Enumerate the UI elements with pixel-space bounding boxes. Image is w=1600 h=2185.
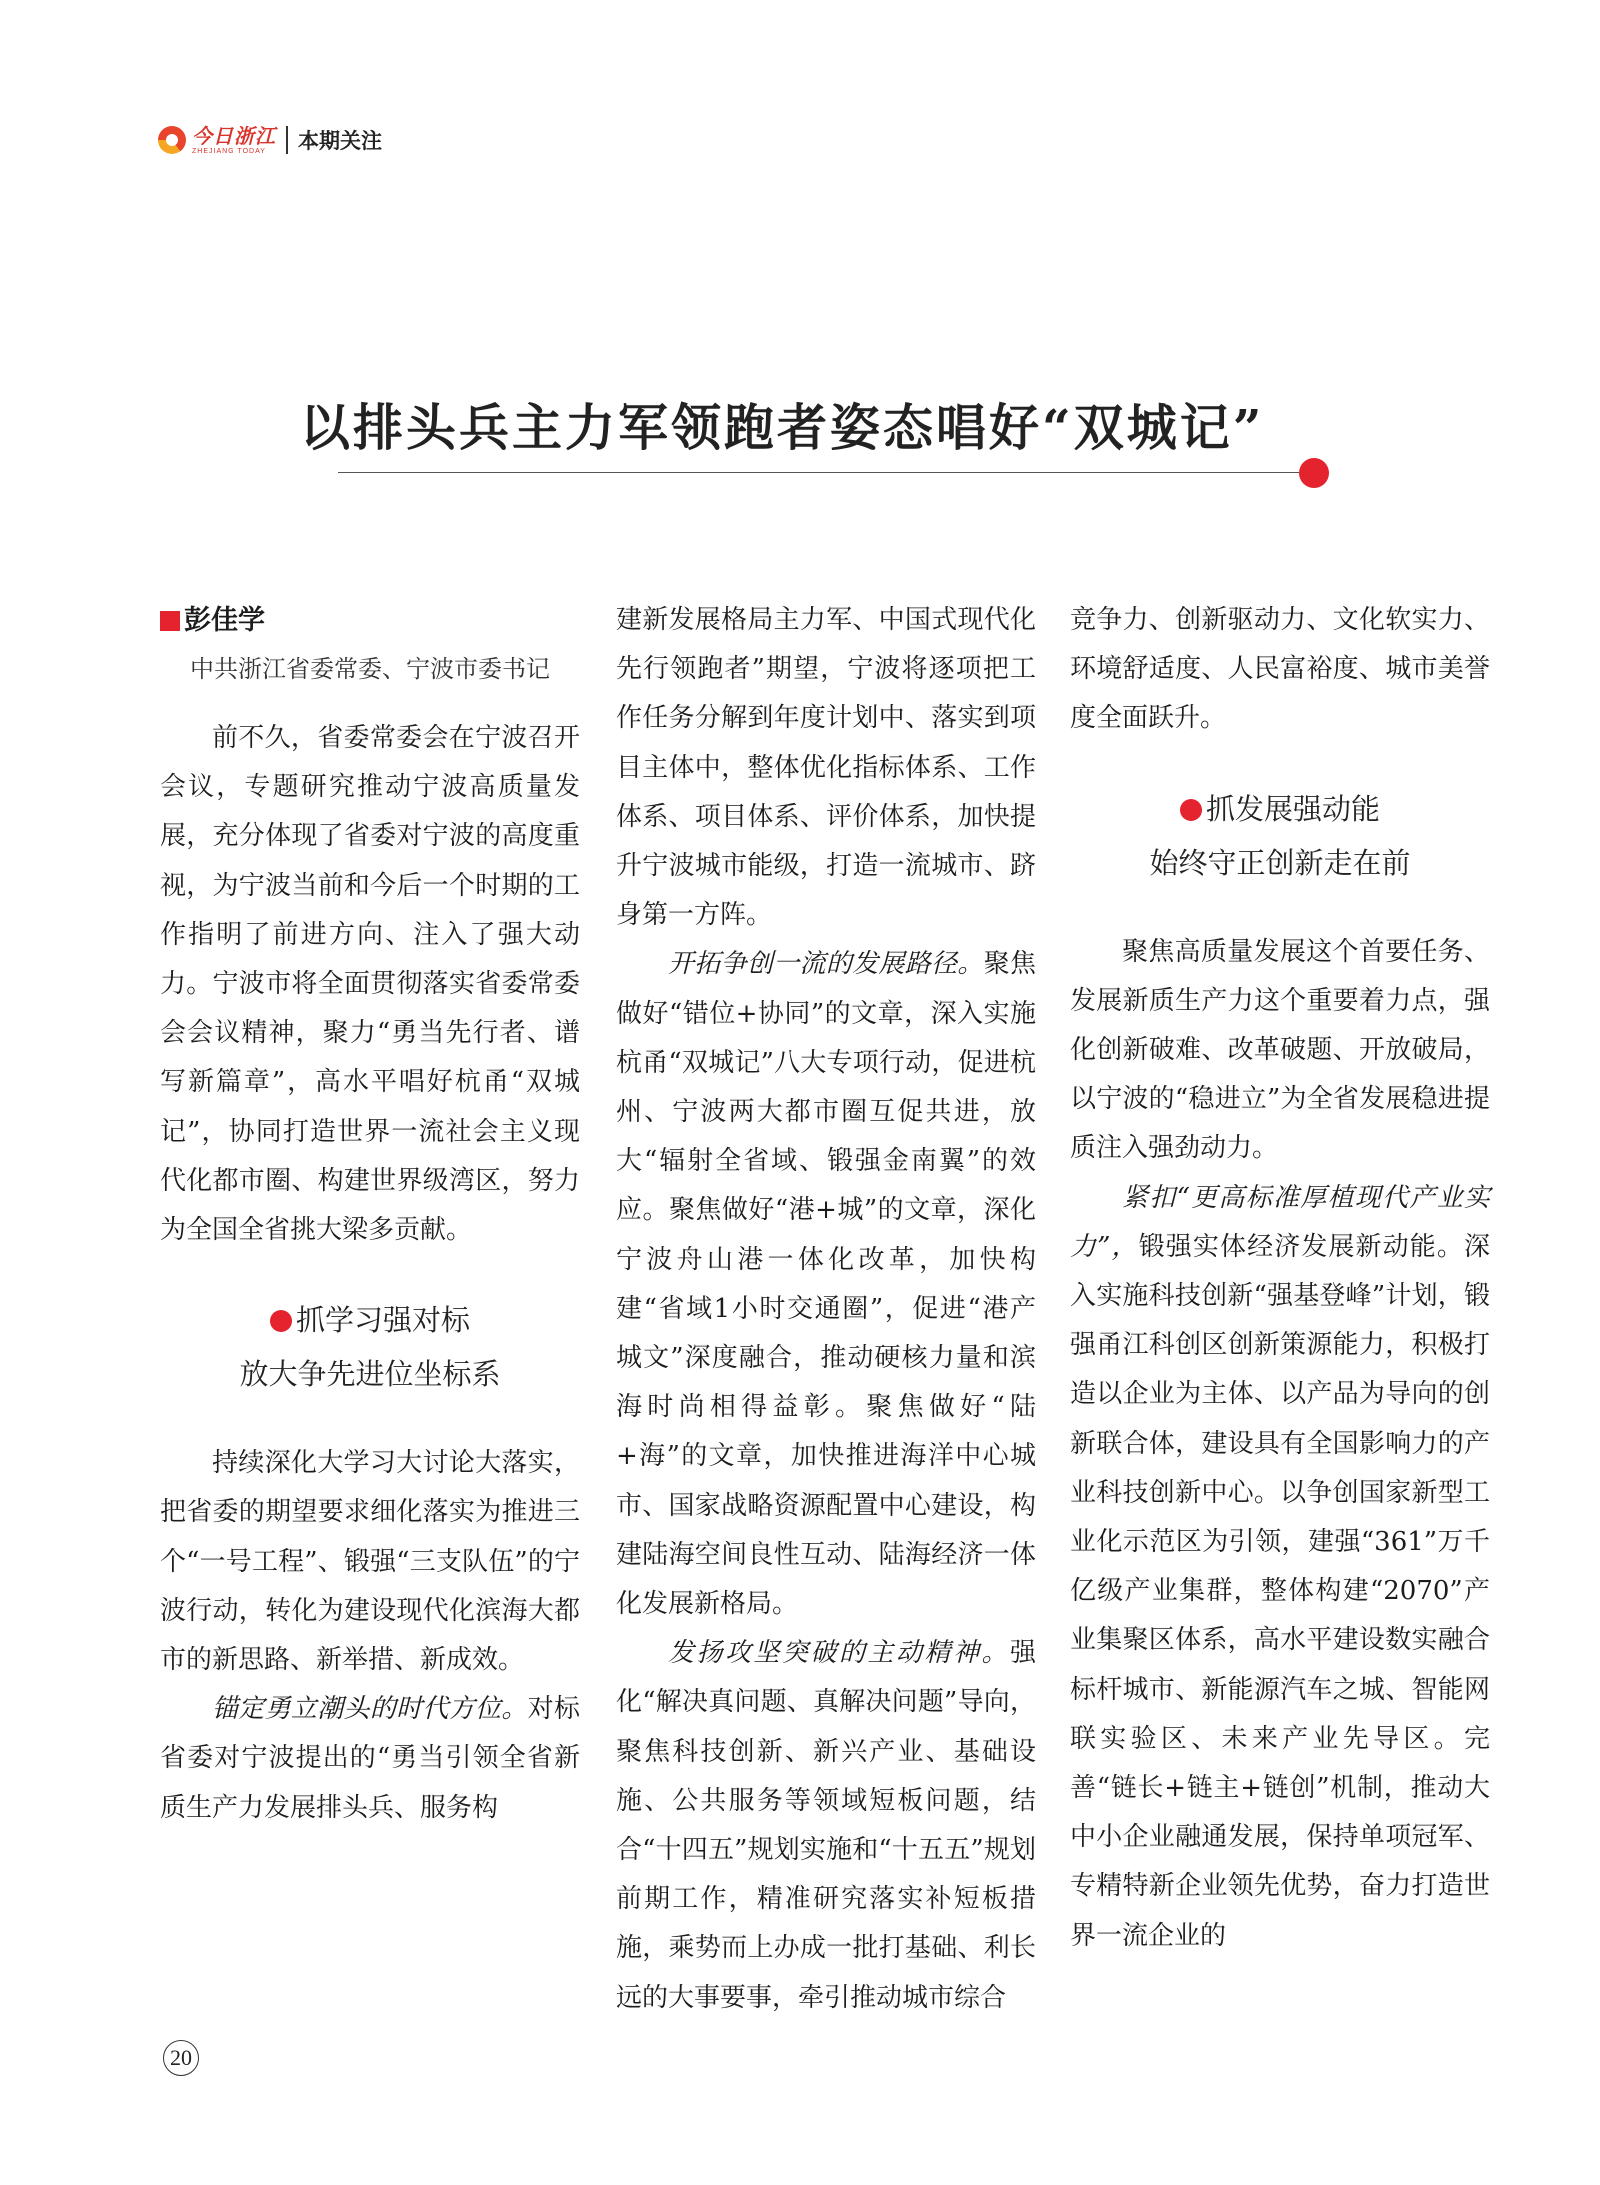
- paragraph: 建新发展格局主力军、中国式现代化先行领跑者”期望，宁波将逐项把工作任务分解到年度计划中、落实到项目主体中，整体优化指标体系、工作体系、项目体系、评价体系，加快提升宁波城市能级，打造一流城市、跻身第一方阵。: [616, 605, 1036, 931]
- subheading-2: [1070, 782, 1490, 890]
- page-number: 20: [163, 2040, 199, 2076]
- paragraph-lead: 锚定勇立潮头的时代方位。: [212, 1694, 528, 1725]
- bullet-dot-icon: [1180, 799, 1202, 821]
- subheading-line: 始终守正创新走在前: [1149, 845, 1411, 880]
- logo-icon: [158, 126, 186, 154]
- paragraph: [616, 1629, 1036, 2023]
- header-divider: [286, 126, 288, 154]
- title-red-dot: [1299, 458, 1329, 488]
- logo-chinese-name: 今日浙江: [192, 123, 276, 148]
- subheading-1: [160, 1293, 580, 1401]
- paragraph-body: 对标省委对宁波提出的“勇当引领全省新质生产力发展排头兵、服务构: [160, 1694, 580, 1823]
- subheading-line: 抓学习强对标: [295, 1303, 470, 1338]
- paragraph: [1070, 1174, 1490, 1961]
- paragraph: 持续深化大学习大讨论大落实，把省委的期望要求细化落实为推进三个“一号工程”、锻强“三支队伍”的宁波行动，转化为建设现代化滨海大都市的新思路、新举措、新成效。: [160, 1448, 580, 1676]
- bullet-dot-icon: [270, 1310, 292, 1332]
- author-position: 中共浙江省委常委、宁波市委书记: [190, 655, 550, 683]
- subheading-line: 抓发展强动能: [1205, 791, 1380, 826]
- text-column-2: [616, 596, 1036, 2023]
- paragraph: 前不久，省委常委会在宁波召开会议，专题研究推动宁波高质量发展，充分体现了省委对宁波的高度重视，为宁波当前和今后一个时期的工作指明了前进方向、注入了强大动力。宁波市将全面贯彻落实省委常委会会议精神，聚力“勇当先行者、谱写新篇章”，高水平唱好杭甬“双城记”，协同打造世界一流社会主义现代化都市圈、构建世界级湾区，努力为全国全省挑大梁多贡献。: [160, 723, 580, 1246]
- paragraph: 聚焦高质量发展这个首要任务、发展新质生产力这个重要着力点，强化创新破难、改革破题、开放破局，以宁波的“稳进立”为全省发展稳进提质注入强劲动力。: [1070, 936, 1490, 1164]
- magazine-logo: [158, 123, 276, 155]
- title-underline: [338, 472, 1308, 473]
- paragraph-body: 锻强实体经济发展新动能。深入实施科技创新“强基登峰”计划，锻强甬江科创区创新策源能力，积极打造以企业为主体、以产品为导向的创新联合体，建设具有全国影响力的产业科技创新中心。以争创国家新型工业化示范区为引领，建强“361”万千亿级产业集群，整体构建“2070”产业集聚区体系，高水平建设数实融合标杆城市、新能源汽车之城、智能网联实验区、未来产业先导区。完善“链长+链主+链创”机制，推动大中小企业融通发展，保持单项冠军、专精特新企业领先优势，奋力打造世界一流企业的: [1070, 1231, 1490, 1951]
- paragraph: 竞争力、创新驱动力、文化软实力、环境舒适度、人民富裕度、城市美誉度全面跃升。: [1070, 605, 1490, 734]
- paragraph: [616, 940, 1036, 1629]
- text-column-1: [160, 596, 580, 1833]
- paragraph-lead: 开拓争创一流的发展路径。: [668, 949, 984, 980]
- logo-english-name: ZHEJIANG TODAY: [192, 147, 266, 155]
- paragraph-body: 强化“解决真问题、真解决问题”导向，聚焦科技创新、新兴产业、基础设施、公共服务等领域短板问题，结合“十四五”规划实施和“十五五”规划前期工作，精准研究落实补短板措施，乘势而上办成一批打基础、利长远的大事要事，牵引推动城市综合: [616, 1638, 1036, 2013]
- article-title: 以排头兵主力军领跑者姿态唱好“双城记”: [300, 398, 1265, 457]
- paragraph-lead: 发扬攻坚突破的主动精神。: [668, 1638, 1010, 1669]
- paragraph-lead: 紧扣“更高标准厚植现代产业实力”，: [1070, 1182, 1490, 1262]
- page-header: [158, 118, 382, 162]
- text-column-3: [1070, 596, 1490, 1961]
- subheading-line: 放大争先进位坐标系: [239, 1357, 501, 1392]
- paragraph-body: 聚焦做好“错位+协同”的文章，深入实施杭甬“双城记”八大专项行动，促进杭州、宁波两大都市圈互促共进，放大“辐射全省域、锻强金南翼”的效应。聚焦做好“港+城”的文章，深化宁波舟山港一体化改革，加快构建“省域1小时交通圈”，促进“港产城文”深度融合，推动硬核力量和滨海时尚相得益彰。聚焦做好“陆+海”的文章，加快推进海洋中心城市、国家战略资源配置中心建设，构建陆海空间良性互动、陆海经济一体化发展新格局。: [616, 949, 1036, 1620]
- paragraph: [160, 1685, 580, 1833]
- author-name: 彭佳学: [184, 605, 265, 636]
- author-byline: [160, 596, 580, 645]
- section-label: 本期关注: [298, 129, 382, 153]
- author-marker-icon: [160, 611, 180, 631]
